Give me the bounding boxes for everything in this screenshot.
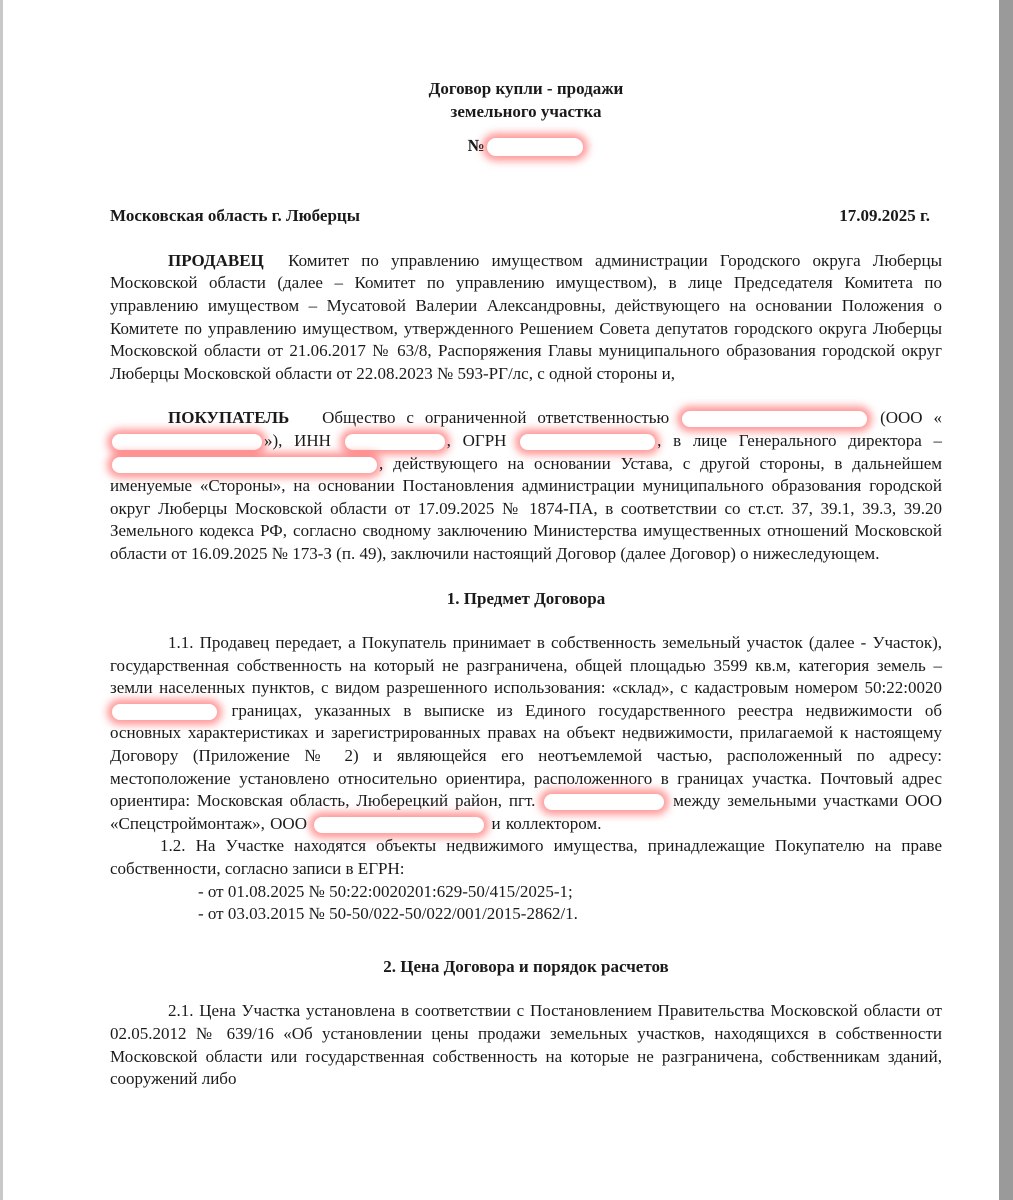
contract-date: 17.09.2025 г. [839, 206, 930, 226]
redaction-mark [112, 704, 217, 720]
redaction-mark [112, 457, 377, 473]
clause-1-1-part-d: и коллектором. [491, 813, 602, 833]
document-title [110, 78, 942, 123]
buyer-text-4: , ОГРН [446, 430, 507, 450]
buyer-text-1: Общество с ограниченной ответственностью [322, 408, 670, 428]
title-line-1: Договор купли - продажи [428, 79, 624, 98]
egrn-record-1: - от 01.08.2025 № 50:22:0020201:629-50/415/2025-1; [198, 881, 573, 901]
place-date-line [110, 205, 942, 228]
contract-document [110, 78, 942, 1091]
redaction-mark [314, 817, 484, 833]
buyer-text-2: (ООО « [880, 408, 943, 428]
redaction-mark [544, 794, 664, 810]
redaction-mark [520, 434, 655, 450]
clause-1-2: 1.2. На Участке находятся объекты недвижимого имущества, принадлежащие Покупателю на праве собственности, согласно записи в ЕГРН: [110, 836, 942, 879]
number-sign: № [467, 136, 485, 156]
buyer-paragraph [110, 407, 942, 565]
title-line-2: земельного участка [450, 101, 602, 121]
seller-paragraph [110, 250, 942, 386]
buyer-text-6: , действующего на основании Устава, с другой стороны, в дальнейшем именуемые «Стороны», на основании Постановления администрации муниципального образования городской округ Люберцы Московской области от 17.09.2025 № 1874-ПА, в соответствии со ст.ст. 37, 39.1, 39.3, 39.20 Земельного кодекса РФ, согласно сводному заключению Министерства имущественных отношений Московской области от 16.09.2025 № 173-З (п. 49), заключили настоящий Договор (далее Договор) о нижеследующем. [110, 453, 942, 563]
clause-2-1: 2.1. Цена Участка установлена в соответствии с Постановлением Правительства Московской области от 02.05.2012 № 639/16 «Об установлении цены продажи земельных участков, находящихся в собственности Московской области или государственная собственность на которые не разграничена, собственникам зданий, сооружений либо [110, 1001, 942, 1089]
clause-1-1 [110, 632, 942, 835]
redaction-mark [487, 138, 583, 156]
redaction-mark [682, 411, 867, 427]
redaction-mark [112, 434, 262, 450]
page-edge-left [0, 0, 3, 1200]
section-2-title: 2. Цена Договора и порядок расчетов [383, 956, 669, 976]
seller-text: Комитет по управлению имуществом администрации Городского округа Люберцы Московской области (далее – Комитет по управлению имуществом), в лице Председателя Комитета по управлению имуществом – Мусатовой Валерии Александровны, действующего на основании Положения о Комитете по управлению имуществом, утвержденного Решением Совета депутатов городского округа Люберцы Московской области от 21.06.2017 № 63/8, Распоряжения Главы муниципального образования городской округ Люберцы Московской области от 22.08.2023 № 593-РГ/лс, с одной стороны и, [110, 250, 943, 383]
clause-1-1-part-b: границах, указанных в выписке из Единого государственного реестра недвижимости об основных характеристиках и зарегистрированных правах на объект недвижимости, прилагаемой к настоящему Договору (Приложение № 2) и являющейся его неотъемлемой частью, расположенный по адресу: местоположение установлено относительно ориентира, расположенного в границах участка. Почтовый адрес ориентира: Московская область, Люберецкий район, пгт. [110, 700, 943, 811]
contract-number [110, 135, 942, 175]
buyer-label: ПОКУПАТЕЛЬ [168, 408, 290, 428]
seller-label: ПРОДАВЕЦ [168, 250, 264, 270]
place-of-signing: Московская область г. Люберцы [110, 206, 360, 226]
egrn-record-2: - от 03.03.2015 № 50-50/022-50/022/001/2015-2862/1. [198, 904, 578, 924]
page-edge-right [999, 0, 1013, 1200]
clause-1-1-part-a: 1.1. Продавец передает, а Покупатель принимает в собственность земельный участок (далее - Участок), государственная собственность на который не разграничена, общей площадью 3599 кв.м, категория земель – земли населенных пунктов, с видом разрешенного использования: «склад», с кадастровым номером 50:22:0020 [110, 633, 942, 698]
redaction-mark [345, 434, 445, 450]
clause-1-1-part-c: между земельными участками ООО «Спецстроймонтаж», ООО [110, 791, 942, 833]
section-1-title: 1. Предмет Договора [446, 588, 606, 608]
buyer-text-5: , в лице Генерального директора – [657, 430, 943, 450]
buyer-text-3: »), ИНН [264, 430, 331, 450]
